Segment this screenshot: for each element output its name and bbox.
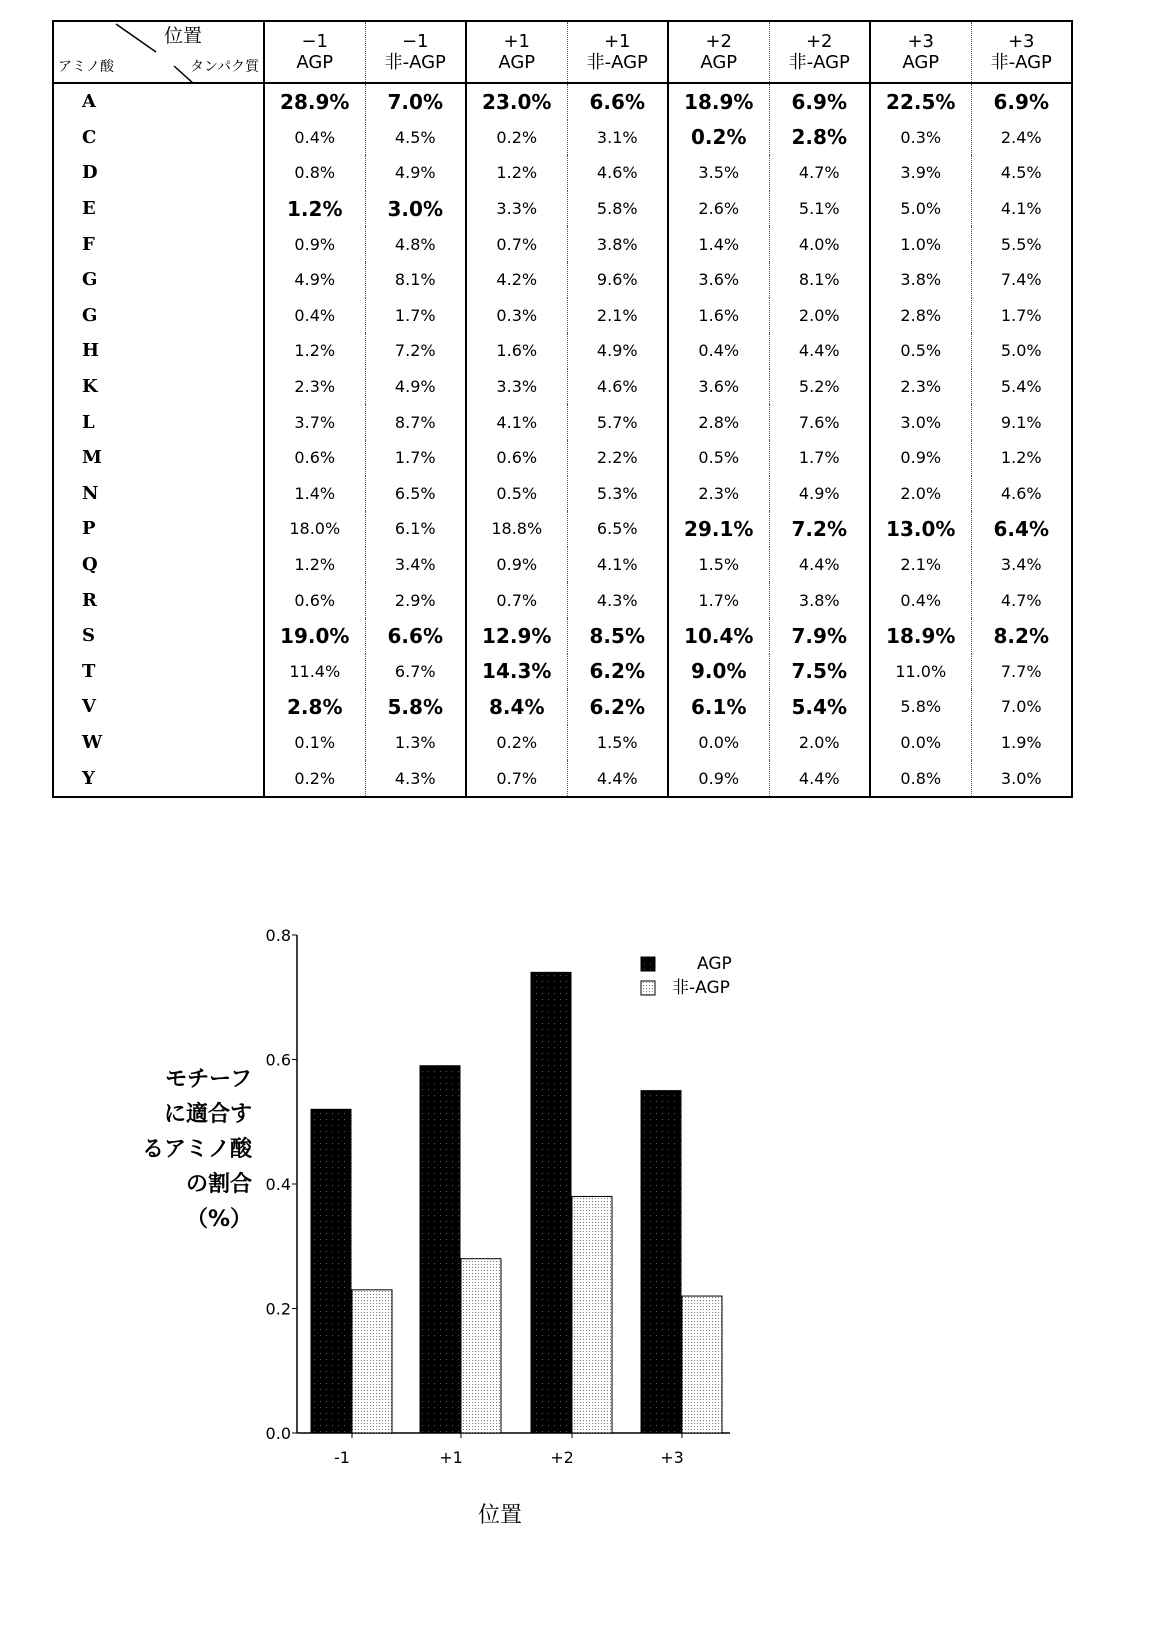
column-protein-type: 非-AGP (972, 52, 1072, 73)
percentage-cell: 4.9% (365, 369, 466, 405)
amino-acid-cell: T (53, 654, 264, 690)
percentage-cell: 0.9% (870, 440, 971, 476)
percentage-cell: 11.4% (264, 654, 365, 690)
table-row (53, 511, 1072, 547)
table-row (53, 654, 1072, 690)
percentage-cell: 18.9% (668, 83, 769, 120)
percentage-cell: 22.5% (870, 83, 971, 120)
y-tick-label: 0.2 (266, 1300, 291, 1319)
percentage-cell: 5.5% (971, 226, 1072, 262)
percentage-cell: 0.7% (466, 226, 567, 262)
y-axis-title-line: モチーフ (134, 1062, 252, 1097)
amino-acid-cell: D (53, 155, 264, 191)
x-tick-label: -1 (334, 1448, 350, 1467)
amino-acid-cell: F (53, 226, 264, 262)
percentage-cell: 5.1% (769, 191, 870, 227)
legend-swatch-agp (641, 957, 655, 971)
corner-protein-label: タンパク質 (190, 57, 259, 78)
percentage-cell: 3.3% (466, 191, 567, 227)
table-row (53, 155, 1072, 191)
percentage-cell: 1.2% (264, 333, 365, 369)
percentage-cell: 4.5% (365, 120, 466, 156)
percentage-cell: 3.8% (769, 582, 870, 618)
percentage-cell: 18.9% (870, 618, 971, 654)
percentage-cell: 5.0% (971, 333, 1072, 369)
percentage-cell: 6.1% (365, 511, 466, 547)
percentage-cell: 3.9% (870, 155, 971, 191)
percentage-cell: 4.6% (567, 155, 668, 191)
percentage-cell: 0.9% (668, 760, 769, 797)
percentage-cell: 9.1% (971, 404, 1072, 440)
percentage-cell: 0.4% (264, 298, 365, 334)
table-row (53, 725, 1072, 761)
percentage-cell: 1.4% (668, 226, 769, 262)
percentage-cell: 7.0% (365, 83, 466, 120)
percentage-cell: 2.0% (769, 298, 870, 334)
percentage-cell: 1.7% (769, 440, 870, 476)
table-row (53, 618, 1072, 654)
column-position: +2 (669, 31, 769, 52)
percentage-cell: 2.0% (870, 476, 971, 512)
bar-agp (531, 972, 571, 1433)
percentage-cell: 0.2% (466, 725, 567, 761)
percentage-cell: 1.7% (971, 298, 1072, 334)
percentage-cell: 1.5% (668, 547, 769, 583)
column-protein-type: 非-AGP (366, 52, 466, 73)
percentage-cell: 1.4% (264, 476, 365, 512)
percentage-cell: 4.0% (769, 226, 870, 262)
table-row (53, 369, 1072, 405)
x-tick-label: +3 (660, 1448, 684, 1467)
percentage-cell: 8.4% (466, 689, 567, 725)
percentage-cell: 3.4% (971, 547, 1072, 583)
percentage-cell: 7.4% (971, 262, 1072, 298)
bar-agp (641, 1091, 681, 1433)
percentage-cell: 3.0% (870, 404, 971, 440)
percentage-cell: 4.4% (567, 760, 668, 797)
percentage-cell: 3.0% (365, 191, 466, 227)
table-row (53, 476, 1072, 512)
amino-acid-cell: Q (53, 547, 264, 583)
percentage-cell: 5.0% (870, 191, 971, 227)
amino-acid-cell: L (53, 404, 264, 440)
amino-acid-cell: G (53, 262, 264, 298)
percentage-cell: 6.6% (365, 618, 466, 654)
percentage-cell: 5.4% (971, 369, 1072, 405)
percentage-cell: 1.3% (365, 725, 466, 761)
percentage-cell: 1.2% (264, 547, 365, 583)
percentage-cell: 7.7% (971, 654, 1072, 690)
percentage-cell: 7.2% (365, 333, 466, 369)
motif-fraction-bar-chart (0, 900, 1165, 1638)
percentage-cell: 0.4% (264, 120, 365, 156)
percentage-cell: 2.2% (567, 440, 668, 476)
table-row (53, 404, 1072, 440)
column-header (668, 21, 769, 83)
table-row (53, 120, 1072, 156)
percentage-cell: 4.2% (466, 262, 567, 298)
percentage-cell: 2.9% (365, 582, 466, 618)
percentage-cell: 0.8% (870, 760, 971, 797)
percentage-cell: 1.9% (971, 725, 1072, 761)
percentage-cell: 4.4% (769, 333, 870, 369)
percentage-cell: 7.9% (769, 618, 870, 654)
percentage-cell: 4.7% (769, 155, 870, 191)
percentage-cell: 8.5% (567, 618, 668, 654)
percentage-cell: 6.2% (567, 654, 668, 690)
column-position: +1 (568, 31, 668, 52)
percentage-cell: 0.2% (466, 120, 567, 156)
y-axis-title-line: に適合す (134, 1097, 252, 1132)
percentage-cell: 0.2% (264, 760, 365, 797)
table-row (53, 191, 1072, 227)
percentage-cell: 9.0% (668, 654, 769, 690)
percentage-cell: 3.5% (668, 155, 769, 191)
percentage-cell: 1.7% (365, 440, 466, 476)
column-position: −1 (265, 31, 365, 52)
column-position: +2 (770, 31, 870, 52)
y-axis-title (134, 1062, 252, 1237)
column-position: −1 (366, 31, 466, 52)
percentage-cell: 7.2% (769, 511, 870, 547)
table-row (53, 226, 1072, 262)
percentage-cell: 9.6% (567, 262, 668, 298)
amino-acid-cell: A (53, 83, 264, 120)
legend (641, 954, 732, 998)
percentage-cell: 1.0% (870, 226, 971, 262)
percentage-cell: 1.2% (264, 191, 365, 227)
percentage-cell: 5.8% (567, 191, 668, 227)
column-protein-type: 非-AGP (770, 52, 870, 73)
percentage-cell: 8.1% (365, 262, 466, 298)
column-header (870, 21, 971, 83)
column-protein-type: AGP (871, 52, 971, 73)
y-axis-title-line: （%） (134, 1202, 252, 1237)
percentage-cell: 3.6% (668, 262, 769, 298)
percentage-cell: 28.9% (264, 83, 365, 120)
table-row (53, 582, 1072, 618)
corner-header (53, 21, 264, 83)
percentage-cell: 3.0% (971, 760, 1072, 797)
percentage-cell: 0.2% (668, 120, 769, 156)
amino-acid-cell: H (53, 333, 264, 369)
percentage-cell: 18.0% (264, 511, 365, 547)
percentage-cell: 3.8% (870, 262, 971, 298)
percentage-cell: 4.9% (769, 476, 870, 512)
legend-swatch-non-agp (641, 981, 655, 995)
column-protein-type: AGP (467, 52, 567, 73)
percentage-cell: 7.6% (769, 404, 870, 440)
percentage-cell: 4.9% (365, 155, 466, 191)
percentage-cell: 5.4% (769, 689, 870, 725)
percentage-cell: 12.9% (466, 618, 567, 654)
amino-acid-cell: E (53, 191, 264, 227)
percentage-cell: 6.2% (567, 689, 668, 725)
percentage-cell: 2.8% (769, 120, 870, 156)
percentage-cell: 5.7% (567, 404, 668, 440)
percentage-cell: 0.3% (870, 120, 971, 156)
percentage-cell: 7.5% (769, 654, 870, 690)
percentage-cell: 0.5% (466, 476, 567, 512)
amino-acid-cell: R (53, 582, 264, 618)
amino-acid-cell: M (53, 440, 264, 476)
amino-acid-cell: K (53, 369, 264, 405)
percentage-cell: 1.7% (365, 298, 466, 334)
table-row (53, 547, 1072, 583)
x-tick-label: +2 (550, 1448, 574, 1467)
percentage-cell: 6.5% (567, 511, 668, 547)
x-tick-label: +1 (439, 1448, 463, 1467)
amino-acid-cell: G (53, 298, 264, 334)
bar-non-agp (461, 1259, 501, 1433)
percentage-cell: 4.4% (769, 760, 870, 797)
x-axis-title: 位置 (478, 1503, 522, 1528)
y-axis-title-line: るアミノ酸 (134, 1132, 252, 1167)
percentage-cell: 4.3% (567, 582, 668, 618)
table-row (53, 333, 1072, 369)
percentage-cell: 2.0% (769, 725, 870, 761)
percentage-cell: 0.3% (466, 298, 567, 334)
column-protein-type: AGP (669, 52, 769, 73)
percentage-cell: 0.6% (264, 440, 365, 476)
amino-acid-cell: W (53, 725, 264, 761)
percentage-cell: 1.5% (567, 725, 668, 761)
percentage-cell: 0.7% (466, 582, 567, 618)
percentage-cell: 6.5% (365, 476, 466, 512)
percentage-cell: 3.1% (567, 120, 668, 156)
percentage-cell: 4.6% (971, 476, 1072, 512)
percentage-cell: 2.8% (668, 404, 769, 440)
percentage-cell: 3.8% (567, 226, 668, 262)
percentage-cell: 4.1% (466, 404, 567, 440)
percentage-cell: 4.5% (971, 155, 1072, 191)
percentage-cell: 10.4% (668, 618, 769, 654)
bar-non-agp (682, 1296, 722, 1433)
percentage-cell: 1.2% (971, 440, 1072, 476)
percentage-cell: 11.0% (870, 654, 971, 690)
table-row (53, 262, 1072, 298)
column-header (971, 21, 1072, 83)
percentage-cell: 0.0% (870, 725, 971, 761)
percentage-cell: 2.4% (971, 120, 1072, 156)
percentage-cell: 4.6% (567, 369, 668, 405)
percentage-cell: 2.3% (870, 369, 971, 405)
percentage-cell: 0.5% (870, 333, 971, 369)
percentage-cell: 6.7% (365, 654, 466, 690)
y-axis-title-line: の割合 (134, 1167, 252, 1202)
percentage-cell: 5.8% (365, 689, 466, 725)
y-tick-label: 0.6 (266, 1051, 291, 1070)
percentage-cell: 5.8% (870, 689, 971, 725)
percentage-cell: 0.5% (668, 440, 769, 476)
percentage-cell: 6.9% (769, 83, 870, 120)
amino-acid-cell: C (53, 120, 264, 156)
y-tick-label: 0.4 (266, 1175, 291, 1194)
percentage-cell: 3.3% (466, 369, 567, 405)
percentage-cell: 2.3% (668, 476, 769, 512)
table-row (53, 298, 1072, 334)
percentage-cell: 5.2% (769, 369, 870, 405)
percentage-cell: 2.8% (264, 689, 365, 725)
percentage-cell: 1.6% (668, 298, 769, 334)
amino-acid-cell: P (53, 511, 264, 547)
percentage-cell: 0.6% (466, 440, 567, 476)
legend-label-non-agp: 非-AGP (672, 978, 730, 998)
percentage-cell: 6.1% (668, 689, 769, 725)
column-protein-type: 非-AGP (568, 52, 668, 73)
table-row (53, 689, 1072, 725)
table-row (53, 440, 1072, 476)
percentage-cell: 14.3% (466, 654, 567, 690)
column-position: +3 (972, 31, 1072, 52)
percentage-cell: 23.0% (466, 83, 567, 120)
column-header (264, 21, 365, 83)
bar-non-agp (352, 1290, 392, 1433)
percentage-cell: 19.0% (264, 618, 365, 654)
percentage-cell: 0.7% (466, 760, 567, 797)
percentage-cell: 2.3% (264, 369, 365, 405)
percentage-cell: 13.0% (870, 511, 971, 547)
percentage-cell: 8.1% (769, 262, 870, 298)
percentage-cell: 2.1% (870, 547, 971, 583)
amino-acid-cell: Y (53, 760, 264, 797)
percentage-cell: 1.7% (668, 582, 769, 618)
percentage-cell: 4.9% (567, 333, 668, 369)
bar-non-agp (572, 1196, 612, 1433)
table-row (53, 760, 1072, 797)
percentage-cell: 0.6% (264, 582, 365, 618)
percentage-cell: 0.4% (668, 333, 769, 369)
percentage-cell: 4.4% (769, 547, 870, 583)
percentage-cell: 3.4% (365, 547, 466, 583)
y-tick-label: 0.8 (266, 926, 291, 945)
percentage-cell: 5.3% (567, 476, 668, 512)
percentage-cell: 29.1% (668, 511, 769, 547)
column-header (567, 21, 668, 83)
bar-agp (420, 1066, 460, 1433)
percentage-cell: 3.7% (264, 404, 365, 440)
percentage-cell: 8.7% (365, 404, 466, 440)
column-header (466, 21, 567, 83)
percentage-cell: 1.2% (466, 155, 567, 191)
percentage-cell: 0.9% (264, 226, 365, 262)
percentage-cell: 18.8% (466, 511, 567, 547)
column-protein-type: AGP (265, 52, 365, 73)
percentage-cell: 4.8% (365, 226, 466, 262)
amino-acid-frequency-table (52, 20, 1073, 798)
legend-label-agp: AGP (697, 954, 732, 974)
column-header (365, 21, 466, 83)
amino-acid-cell: N (53, 476, 264, 512)
corner-amino-acid-label: アミノ酸 (58, 57, 114, 78)
percentage-cell: 1.6% (466, 333, 567, 369)
column-position: +3 (871, 31, 971, 52)
corner-position-label: 位置 (164, 26, 202, 47)
percentage-cell: 6.9% (971, 83, 1072, 120)
amino-acid-cell: V (53, 689, 264, 725)
percentage-cell: 4.1% (971, 191, 1072, 227)
percentage-cell: 0.4% (870, 582, 971, 618)
amino-acid-cell: S (53, 618, 264, 654)
percentage-cell: 0.8% (264, 155, 365, 191)
percentage-cell: 2.6% (668, 191, 769, 227)
bar-agp (311, 1109, 351, 1433)
percentage-cell: 6.4% (971, 511, 1072, 547)
percentage-cell: 7.0% (971, 689, 1072, 725)
percentage-cell: 4.1% (567, 547, 668, 583)
column-header (769, 21, 870, 83)
percentage-cell: 4.9% (264, 262, 365, 298)
percentage-cell: 0.9% (466, 547, 567, 583)
table-row (53, 83, 1072, 120)
percentage-cell: 3.6% (668, 369, 769, 405)
percentage-cell: 4.3% (365, 760, 466, 797)
percentage-cell: 0.0% (668, 725, 769, 761)
percentage-cell: 4.7% (971, 582, 1072, 618)
percentage-cell: 2.1% (567, 298, 668, 334)
column-position: +1 (467, 31, 567, 52)
y-tick-label: 0.0 (266, 1424, 291, 1443)
percentage-cell: 6.6% (567, 83, 668, 120)
percentage-cell: 2.8% (870, 298, 971, 334)
percentage-cell: 0.1% (264, 725, 365, 761)
percentage-cell: 8.2% (971, 618, 1072, 654)
